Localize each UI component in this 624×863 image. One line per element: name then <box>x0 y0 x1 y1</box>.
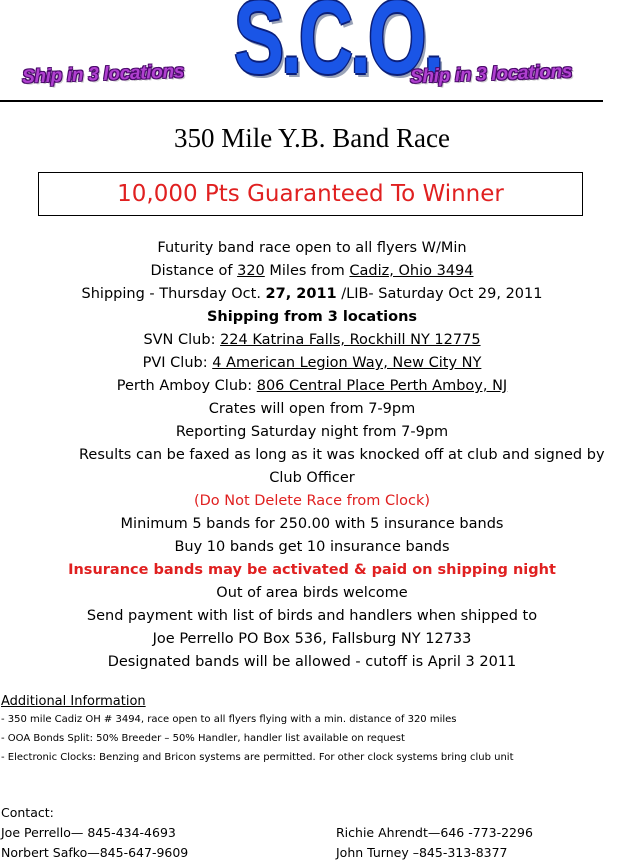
detail-distance <box>0 260 624 283</box>
detail-address: Joe Perrello PO Box 536, Fallsburg NY 12733 <box>152 631 472 647</box>
detail-results: Results can be faxed as long as it was knocked off at club and signed by <box>79 447 605 463</box>
shipping-post: /LIB- Saturday Oct 29, 2011 <box>336 286 543 302</box>
distance-place: Cadiz, Ohio 3494 <box>349 263 474 279</box>
svn-label: SVN Club: <box>143 332 221 348</box>
distance-miles: 320 <box>237 263 265 279</box>
contact-person: John Turney –845-313-8377 <box>336 845 508 860</box>
flyer-header <box>0 0 624 100</box>
detail-crates: Crates will open from 7-9pm <box>208 401 416 417</box>
detail-club-officer: Club Officer <box>269 470 355 486</box>
contact-person: Norbert Safko—845-647-9609 <box>1 845 189 860</box>
pvi-label: PVI Club: <box>142 355 213 371</box>
detail-shipping-from: Shipping from 3 locations <box>206 309 418 325</box>
detail-out-of-area: Out of area birds welcome <box>216 585 408 601</box>
detail-shipping <box>0 283 624 306</box>
contact-section <box>1 803 621 863</box>
detail-designated: Designated bands will be allowed - cutoff is April 3 2011 <box>107 654 517 670</box>
contact-person: Joe Perrello— 845-434-4693 <box>1 825 176 840</box>
race-details <box>0 237 624 674</box>
perth-label: Perth Amboy Club: <box>116 378 257 394</box>
header-rule <box>0 100 603 102</box>
additional-item: - 350 mile Cadiz OH # 3494, race open to all flyers flying with a min. distance of 320 miles <box>1 714 457 725</box>
additional-item: - OOA Bonds Split: 50% Breeder – 50% Handler, handler list available on request <box>1 733 405 744</box>
svn-address: 224 Katrina Falls, Rockhill NY 12775 <box>220 332 481 348</box>
ship-locations-left: Ship in 3 locations <box>21 61 185 88</box>
detail-futurity: Futurity band race open to all flyers W/Min <box>157 240 467 256</box>
race-title: 350 Mile Y.B. Band Race <box>174 123 450 153</box>
additional-item: - Electronic Clocks: Benzing and Bricon systems are permitted. For other clock systems bring club unit <box>1 752 514 763</box>
contact-person: Richie Ahrendt—646 -773-2296 <box>336 825 533 840</box>
detail-buy10: Buy 10 bands get 10 insurance bands <box>174 539 450 555</box>
perth-address: 806 Central Place Perth Amboy, NJ <box>256 378 508 394</box>
guarantee-box <box>38 172 583 216</box>
pvi-address: 4 American Legion Way, New City NY <box>212 355 482 371</box>
distance-mid: Miles from <box>264 263 350 279</box>
shipping-date: 27, 2011 <box>265 286 337 302</box>
contact-row <box>1 843 621 863</box>
detail-minimum: Minimum 5 bands for 250.00 with 5 insurance bands <box>120 516 504 532</box>
contact-label: Contact: <box>1 805 54 820</box>
guarantee-text: 10,000 Pts Guaranteed To Winner <box>117 181 504 207</box>
detail-pvi-club <box>0 352 624 375</box>
detail-svn-club <box>0 329 624 352</box>
shipping-pre: Shipping - Thursday Oct. <box>81 286 266 302</box>
sco-logo: S.C.O. <box>234 0 442 96</box>
detail-no-delete: (Do Not Delete Race from Clock) <box>193 493 431 509</box>
ship-locations-right: Ship in 3 locations <box>409 61 573 88</box>
additional-information <box>1 693 621 767</box>
contact-row <box>1 823 621 843</box>
detail-perth-club <box>0 375 624 398</box>
additional-heading: Additional Information <box>1 694 146 709</box>
distance-pre: Distance of <box>150 263 238 279</box>
detail-reporting: Reporting Saturday night from 7-9pm <box>175 424 449 440</box>
detail-insurance: Insurance bands may be activated & paid on shipping night <box>68 562 556 578</box>
detail-send-payment: Send payment with list of birds and handlers when shipped to <box>86 608 538 624</box>
